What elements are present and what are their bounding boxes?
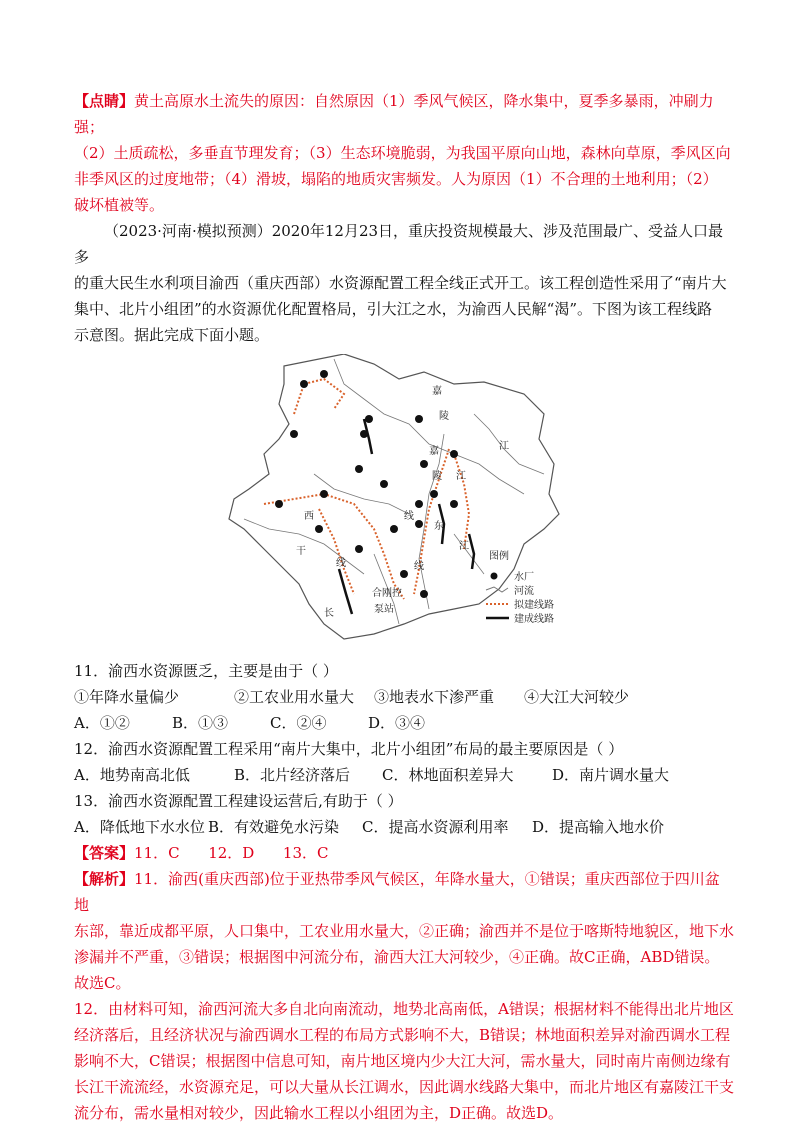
river xyxy=(474,414,544,474)
analysis-line-9: 流分布，需水量相对较少，因此输水工程以小组团为主，D正确。故选D。 xyxy=(74,1104,564,1122)
option[interactable]: D．南片调水量大 xyxy=(552,766,670,784)
analysis-line-5: 12．由材料可知，渝西河流大多自北向南流动，地势北高南低，A错误；根据材料不能得出北片地区 xyxy=(74,1000,734,1018)
tip-line-4: 破坏植被等。 xyxy=(74,196,165,214)
option[interactable]: B．北片经济落后 xyxy=(234,766,351,784)
map-label: 线 xyxy=(336,558,346,569)
legend xyxy=(486,549,554,625)
question-13-options xyxy=(74,814,734,840)
analysis-tag: 【解析】 xyxy=(74,870,135,888)
option[interactable]: B．①③ xyxy=(172,714,229,732)
question-12-options xyxy=(74,762,734,788)
legend-item: 建成线路 xyxy=(514,614,554,625)
map-label: 陵 xyxy=(439,411,449,422)
map-label: 陵 xyxy=(432,471,442,482)
map-label: 干 xyxy=(296,546,306,557)
analysis-line-8: 长江干流流经，水资源充足，可以大量从长江调水，因此调水线路大集中，而北片地区有嘉陵江干支 xyxy=(74,1078,735,1096)
analysis-line-4: 故选C。 xyxy=(74,974,131,992)
option[interactable]: A．地势南高北低 xyxy=(74,766,190,784)
material-line-4: 示意图。据此完成下面小题。 xyxy=(74,326,270,344)
option[interactable]: C．林地面积差异大 xyxy=(382,766,514,784)
option[interactable]: D．提高输入地水价 xyxy=(532,818,665,836)
option[interactable]: A．降低地下水水位 xyxy=(74,818,205,836)
route-map xyxy=(74,354,734,654)
legend-item: 拟建线路 xyxy=(514,600,554,611)
option[interactable]: C．提高水资源利用率 xyxy=(362,818,509,836)
map-label: 江 xyxy=(499,441,509,452)
map-label: 泵站 xyxy=(374,604,394,615)
page xyxy=(74,88,734,1126)
river xyxy=(334,359,524,494)
legend-title: 图例 xyxy=(489,551,509,562)
built-route xyxy=(339,569,352,614)
analysis-line-3: 渗漏并不严重，③错误；根据图中河流分布，渝西大江大河较少，④正确。故C正确，ABD错误。 xyxy=(74,948,720,966)
river xyxy=(314,474,409,514)
analysis-line-7: 影响不大，C错误；根据图中信息可知，南片地区境内少大江大河，需水量大，同时南片南侧边缘有 xyxy=(74,1052,731,1070)
map-label: 东 xyxy=(434,521,444,532)
answer-line xyxy=(74,840,734,866)
analysis-line-6: 经济落后，且经济状况与渝西调水工程的布局方式影响不大，B错误；林地面积差异对渝西调水工程 xyxy=(74,1026,731,1044)
map-label: 长 xyxy=(324,608,334,619)
analysis-line-2: 东部，靠近成都平原，人口集中，工农业用水量大，②正确；渝西并不是位于喀斯特地貌区，地下水 xyxy=(74,922,735,940)
question-12-stem: 12．渝西水资源配置工程采用“南片大集中，北片小组团”布局的最主要原因是（ ） xyxy=(74,740,624,758)
question-11-options xyxy=(74,710,734,736)
option[interactable]: C．②④ xyxy=(270,714,327,732)
question-11-sub: ①年降水量偏少 ②工农业用水量大 ③地表水下渗严重 ④大江大河较少 xyxy=(74,688,630,706)
water-plants xyxy=(275,370,458,598)
map-label: 线 xyxy=(404,511,414,522)
map-label: 嘉 xyxy=(429,446,439,457)
answer-tag: 【答案】 xyxy=(74,844,135,862)
planned-route xyxy=(264,494,404,599)
map-label: 线 xyxy=(414,561,424,572)
route-map-svg xyxy=(224,354,604,644)
map-label: 江 xyxy=(456,471,466,482)
option[interactable]: A．①② xyxy=(74,714,130,732)
analysis-line-1: 【解析】11．渝西(重庆西部)位于亚热带季风气候区，年降水量大，①错误；重庆西部位于四川盆地 xyxy=(74,870,720,914)
river xyxy=(454,534,484,574)
tip-line-1: 【点睛】黄土高原水土流失的原因：自然原因（1）季风气候区，降水集中，夏季多暴雨，冲刷力强； xyxy=(74,92,714,136)
material-line-3: 集中、北片小组团”的水资源优化配置格局，引大江之水，为渝西人民解“渴”。下图为该工程线路 xyxy=(74,300,713,318)
legend-item: 水厂 xyxy=(514,572,534,583)
built-route xyxy=(469,534,474,569)
map-label: 西 xyxy=(304,511,314,522)
map-label: 合刚控 xyxy=(372,588,402,599)
planned-route xyxy=(319,509,354,594)
tip-line-3: 非季风区的过度地带；（4）滑坡，塌陷的地质灾害频发。人为原因（1）不合理的土地利用；（2） xyxy=(74,170,718,188)
map-label: 嘉 xyxy=(432,386,442,397)
legend-item: 河流 xyxy=(514,586,534,597)
tip-tag: 【点睛】 xyxy=(74,92,135,110)
question-13-stem: 13．渝西水资源配置工程建设运营后,有助于（ ） xyxy=(74,792,403,810)
tip-line-2: （2）土质疏松，多垂直节理发育；（3）生态环境脆弱，为我国平原向山地，森林向草原，季风区向 xyxy=(74,144,731,162)
material-line-2: 的重大民生水利项目渝西（重庆西部）水资源配置工程全线正式开工。该工程创造性采用了“南片大 xyxy=(74,274,727,292)
option[interactable]: D．③④ xyxy=(368,714,426,732)
material-line-1: （2023·河南·模拟预测）2020年12月23日，重庆投资规模最大、涉及范围最广、受益人口最多 xyxy=(74,222,724,266)
map-label: 江 xyxy=(459,541,469,552)
answer-text: 11．C 12．D 13．C xyxy=(134,844,329,862)
option[interactable]: B．有效避免水污染 xyxy=(208,818,340,836)
question-11-stem: 11．渝西水资源匮乏，主要是由于（ ） xyxy=(74,662,338,680)
